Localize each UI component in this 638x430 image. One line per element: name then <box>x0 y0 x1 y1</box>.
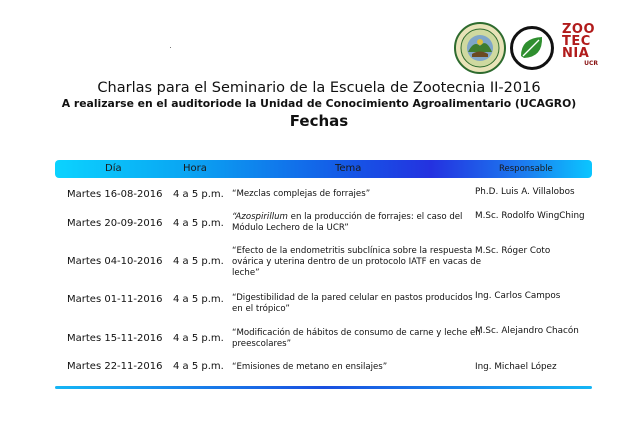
table-footer-rule <box>55 386 592 389</box>
column-header-responsable: Responsable <box>499 164 553 174</box>
column-header-hora: Hora <box>183 163 207 174</box>
row-topic <box>232 212 482 234</box>
row-speaker: Ph.D. Luis A. Villalobos <box>475 187 575 197</box>
leaf-logo-icon <box>510 26 554 70</box>
row-speaker: Ing. Carlos Campos <box>475 291 561 301</box>
section-title: Fechas <box>289 112 349 130</box>
zootecnia-logo <box>562 24 602 74</box>
row-topic: “Emisiones de metano en ensilajes” <box>232 362 388 372</box>
row-topic: “Efecto de la endometritis subclínica sobre la respuesta ovárica y uterina dentro de un protocolo IATF en vacas de leche” <box>232 246 482 278</box>
row-time: 4 a 5 p.m. <box>173 256 224 267</box>
row-topic: “Digestibilidad de la pared celular en pastos producidos en el trópico” <box>232 293 473 314</box>
row-time: 4 a 5 p.m. <box>173 361 224 372</box>
document-subtitle: A realizarse en el auditoriode la Unidad de Conocimiento Agroalimentario (UCAGRO) <box>61 97 577 110</box>
row-topic-rest: en la producción de forrajes: el caso del Módulo Lechero de la UCR” <box>232 212 463 233</box>
row-speaker: M.Sc. Rodolfo WingChing <box>475 211 585 221</box>
row-time: 4 a 5 p.m. <box>173 218 224 229</box>
column-header-dia: Día <box>105 163 122 174</box>
column-header-tema: Tema <box>335 163 362 174</box>
row-date: Martes 01-11-2016 <box>67 294 163 305</box>
stray-dot <box>170 47 171 48</box>
row-topic: “Modificación de hábitos de consumo de carne y leche en preescolares” <box>232 328 481 349</box>
row-date: Martes 04-10-2016 <box>67 256 163 267</box>
row-time: 4 a 5 p.m. <box>173 333 224 344</box>
logos-group <box>454 22 604 74</box>
row-date: Martes 15-11-2016 <box>67 333 163 344</box>
row-time: 4 a 5 p.m. <box>173 189 224 200</box>
row-date: Martes 16-08-2016 <box>67 189 163 200</box>
row-time: 4 a 5 p.m. <box>173 294 224 305</box>
row-topic: “Mezclas complejas de forrajes” <box>232 189 371 199</box>
university-seal-icon <box>454 22 506 74</box>
table-header <box>55 160 592 178</box>
document-title: Charlas para el Seminario de la Escuela de Zootecnia II-2016 <box>97 80 541 96</box>
zoo-letters-3: NIA <box>562 46 590 61</box>
zoo-letters-1: ZOO <box>562 22 596 37</box>
zoo-letters-2: TEC <box>562 34 591 49</box>
zoo-ucr: UCR <box>584 60 598 67</box>
row-topic-italic: “Azospirillum <box>232 212 288 222</box>
row-date: Martes 20-09-2016 <box>67 218 163 229</box>
row-speaker: Ing. Michael López <box>475 362 557 372</box>
row-date: Martes 22-11-2016 <box>67 361 163 372</box>
row-speaker: M.Sc. Alejandro Chacón <box>475 326 579 336</box>
row-speaker: M.Sc. Róger Coto <box>475 246 551 256</box>
